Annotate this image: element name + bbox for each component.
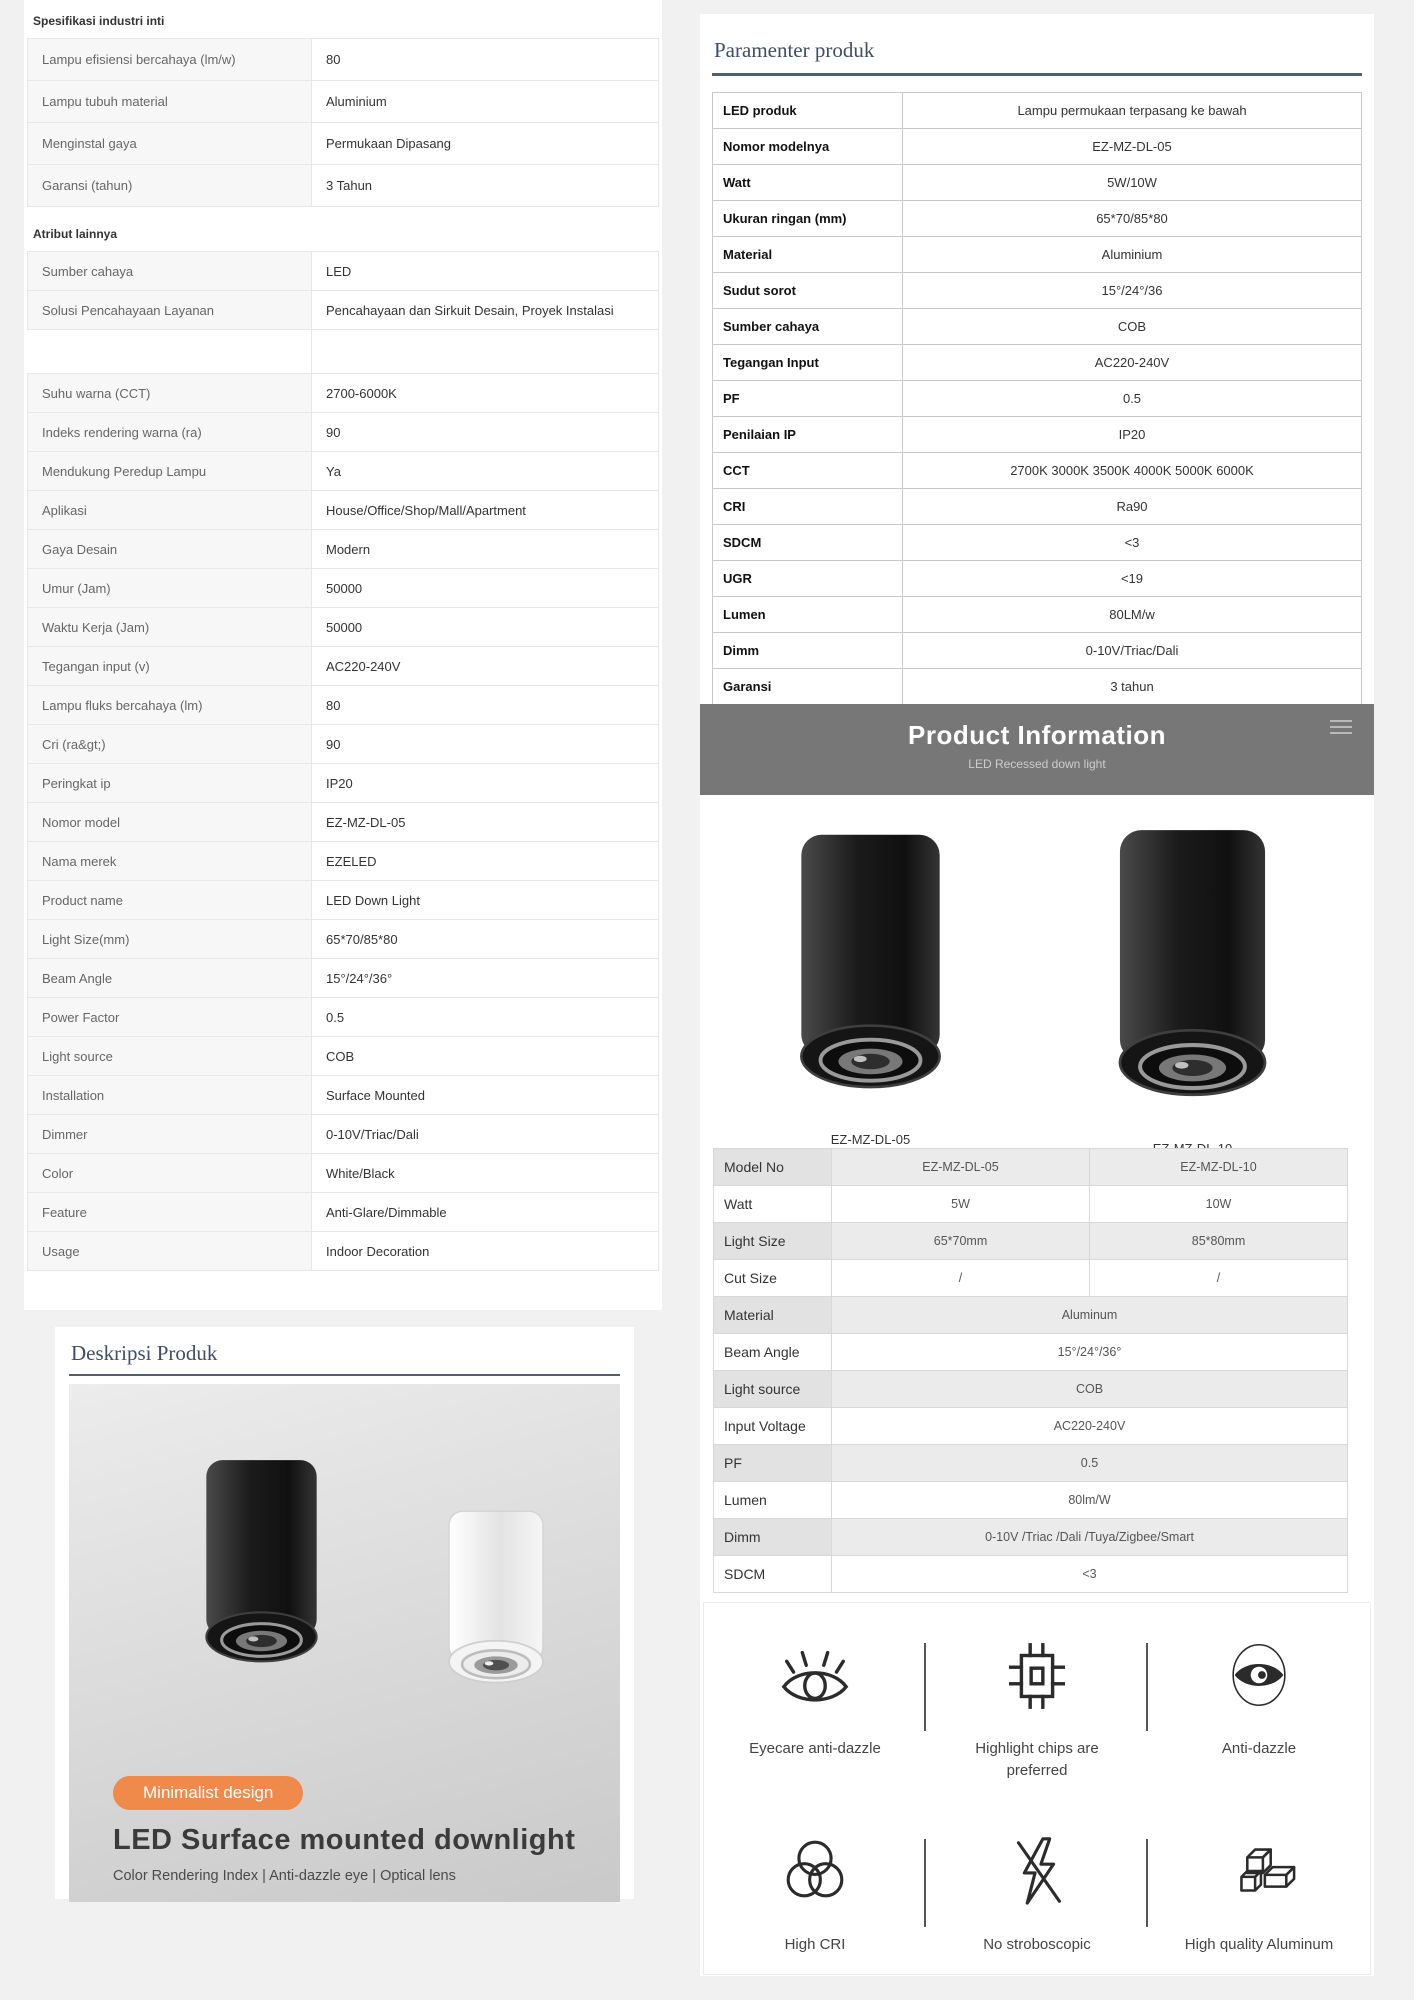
chip-icon	[998, 1631, 1076, 1719]
spec-value: LED	[312, 252, 659, 291]
spec-label: Peringkat ip	[28, 764, 312, 803]
spec-label: Nomor model	[28, 803, 312, 842]
downlight-image	[1085, 822, 1300, 1131]
spec-value: 2700-6000K	[312, 374, 659, 413]
spec-label: Garansi	[713, 669, 903, 705]
spec-label: Installation	[28, 1076, 312, 1115]
spec-value: Ya	[312, 452, 659, 491]
spec-value: 15°/24°/36°	[832, 1334, 1348, 1371]
promo-tagline: Color Rendering Index | Anti-dazzle eye | Optical lens	[113, 1868, 456, 1884]
spec-value: COB	[832, 1371, 1348, 1408]
table-row	[714, 1371, 1348, 1408]
spec-value: Surface Mounted	[312, 1076, 659, 1115]
spec-value: Aluminum	[832, 1297, 1348, 1334]
spec-label: Nomor modelnya	[713, 129, 903, 165]
spec-value: 2700K 3000K 3500K 4000K 5000K 6000K	[903, 453, 1362, 489]
table-row	[28, 252, 659, 291]
spec-value: AC220-240V	[312, 647, 659, 686]
spec-label: Garansi (tahun)	[28, 165, 312, 207]
spec-value: COB	[312, 1037, 659, 1076]
table-row	[28, 1232, 659, 1271]
spec-label: Menginstal gaya	[28, 123, 312, 165]
table-row	[28, 1154, 659, 1193]
spec-label: Input Voltage	[714, 1408, 832, 1445]
spec-label: Beam Angle	[714, 1334, 832, 1371]
spec-value: LED Down Light	[312, 881, 659, 920]
white-downlight-image	[417, 1506, 575, 1706]
table-row	[713, 417, 1362, 453]
spec-label: Gaya Desain	[28, 530, 312, 569]
table-row	[713, 489, 1362, 525]
minimalist-design-badge: Minimalist design	[113, 1776, 303, 1810]
table-row	[28, 1193, 659, 1232]
table-row	[28, 998, 659, 1037]
table-row	[28, 81, 659, 123]
table-row	[714, 1519, 1348, 1556]
table-row	[714, 1445, 1348, 1482]
table-row	[28, 1076, 659, 1115]
table-row	[714, 1334, 1348, 1371]
spec-value: 80	[312, 686, 659, 725]
feature-item	[926, 1827, 1148, 1999]
table-row	[28, 647, 659, 686]
feature-label: High CRI	[784, 1936, 846, 1953]
table-row	[714, 1408, 1348, 1445]
spec-label: Feature	[28, 1193, 312, 1232]
table-row	[713, 309, 1362, 345]
spec-value: /	[832, 1260, 1090, 1297]
spec-value: Aluminium	[903, 237, 1362, 273]
spec-value: COB	[903, 309, 1362, 345]
spec-label: Suhu warna (CCT)	[28, 374, 312, 413]
spec-value: 80	[312, 39, 659, 81]
spec-value: <19	[903, 561, 1362, 597]
spec-value: EZ-MZ-DL-05	[312, 803, 659, 842]
spec-value	[312, 330, 659, 374]
table-row	[714, 1149, 1348, 1186]
feature-highlights	[703, 1602, 1371, 1975]
spec-value: 0-10V/Triac/Dali	[312, 1115, 659, 1154]
parameters-title: Paramenter produk	[712, 36, 1362, 76]
menu-icon[interactable]	[1330, 720, 1352, 738]
spec-label: Nama merek	[28, 842, 312, 881]
feature-item	[704, 1827, 926, 1999]
table-row	[714, 1223, 1348, 1260]
table-row	[28, 39, 659, 81]
specs-panel	[24, 0, 662, 1310]
spec-label: Lumen	[714, 1482, 832, 1519]
table-row	[28, 452, 659, 491]
spec-label: Dimm	[713, 633, 903, 669]
table-row	[28, 165, 659, 207]
spec-label: Lampu efisiensi bercahaya (lm/w)	[28, 39, 312, 81]
table-row	[28, 291, 659, 330]
spec-value: 50000	[312, 569, 659, 608]
spec-value: Permukaan Dipasang	[312, 123, 659, 165]
spec-label: Aplikasi	[28, 491, 312, 530]
spec-value: 15°/24°/36°	[312, 959, 659, 998]
table-row	[713, 453, 1362, 489]
spec-value: IP20	[312, 764, 659, 803]
description-title: Deskripsi Produk	[69, 1339, 620, 1376]
model-photo-05	[768, 827, 973, 1147]
feature-item	[1148, 1631, 1370, 1827]
model-caption: EZ-MZ-DL-05	[830, 1131, 911, 1147]
table-row	[28, 686, 659, 725]
product-promo-image	[69, 1384, 620, 1902]
table-row	[714, 1186, 1348, 1223]
spec-value: 0.5	[832, 1445, 1348, 1482]
spec-label	[28, 330, 312, 374]
spec-label: Light source	[714, 1371, 832, 1408]
spec-value: 80LM/w	[903, 597, 1362, 633]
spec-value: AC220-240V	[903, 345, 1362, 381]
model-photo-10	[1085, 822, 1300, 1156]
spec-value: EZ-MZ-DL-10	[1090, 1149, 1348, 1186]
spec-label: Tegangan input (v)	[28, 647, 312, 686]
table-row	[28, 1037, 659, 1076]
downlight-image	[768, 827, 973, 1122]
spec-value: /	[1090, 1260, 1348, 1297]
table-row	[28, 608, 659, 647]
spec-value: <3	[903, 525, 1362, 561]
product-information-banner	[700, 704, 1374, 795]
spec-value: 0.5	[903, 381, 1362, 417]
rgb-circles-icon	[776, 1827, 854, 1915]
spec-label: Material	[713, 237, 903, 273]
feature-label: No stroboscopic	[983, 1936, 1091, 1953]
aluminum-cubes-icon	[1220, 1827, 1298, 1915]
spec-value: 15°/24°/36	[903, 273, 1362, 309]
table-row	[713, 129, 1362, 165]
table-row	[28, 842, 659, 881]
spec-value: 65*70mm	[832, 1223, 1090, 1260]
spec-label: Solusi Pencahayaan Layanan	[28, 291, 312, 330]
other-attributes-table	[27, 251, 659, 1271]
table-row	[28, 123, 659, 165]
spec-value: 85*80mm	[1090, 1223, 1348, 1260]
promo-heading: LED Surface mounted downlight	[113, 1824, 576, 1856]
spec-label: Dimmer	[28, 1115, 312, 1154]
table-row	[713, 237, 1362, 273]
table-row	[28, 413, 659, 452]
spec-value: <3	[832, 1556, 1348, 1593]
table-row	[713, 93, 1362, 129]
description-panel	[55, 1327, 634, 1899]
table-row	[28, 959, 659, 998]
table-row	[28, 881, 659, 920]
table-row	[713, 597, 1362, 633]
spec-label: Lumen	[713, 597, 903, 633]
table-row	[28, 1115, 659, 1154]
feature-item	[926, 1631, 1148, 1827]
feature-item	[704, 1631, 926, 1827]
banner-title: Product Information	[908, 720, 1166, 750]
table-row	[713, 525, 1362, 561]
feature-label: Eyecare anti-dazzle	[749, 1740, 881, 1757]
spec-value: Ra90	[903, 489, 1362, 525]
table-row	[713, 633, 1362, 669]
spec-label: Sudut sorot	[713, 273, 903, 309]
spec-value: 0-10V/Triac/Dali	[903, 633, 1362, 669]
table-row	[28, 803, 659, 842]
spec-label: Sumber cahaya	[28, 252, 312, 291]
spec-value: 0.5	[312, 998, 659, 1037]
spec-label: Color	[28, 1154, 312, 1193]
parameters-panel	[700, 14, 1374, 1976]
spec-value: Indoor Decoration	[312, 1232, 659, 1271]
spec-label: Lampu tubuh material	[28, 81, 312, 123]
table-row	[714, 1260, 1348, 1297]
table-row	[714, 1556, 1348, 1593]
spec-value: Aluminium	[312, 81, 659, 123]
spec-label: CCT	[713, 453, 903, 489]
other-attributes-title: Atribut lainnya	[33, 227, 118, 241]
spec-value: 90	[312, 413, 659, 452]
spec-value: IP20	[903, 417, 1362, 453]
table-row	[714, 1297, 1348, 1334]
table-row	[28, 764, 659, 803]
table-row	[28, 491, 659, 530]
spec-value: Modern	[312, 530, 659, 569]
spec-value: White/Black	[312, 1154, 659, 1193]
banner-subtitle: LED Recessed down light	[968, 757, 1106, 771]
table-row	[713, 669, 1362, 705]
spec-value: 5W/10W	[903, 165, 1362, 201]
spec-value: Lampu permukaan terpasang ke bawah	[903, 93, 1362, 129]
eye-lashes-icon	[776, 1631, 854, 1719]
spec-label: Light source	[28, 1037, 312, 1076]
spec-label: Material	[714, 1297, 832, 1334]
spec-value: 3 Tahun	[312, 165, 659, 207]
core-specs-title: Spesifikasi industri inti	[33, 14, 165, 28]
spec-label: Waktu Kerja (Jam)	[28, 608, 312, 647]
spec-value: 0-10V /Triac /Dali /Tuya/Zigbee/Smart	[832, 1519, 1348, 1556]
no-strobe-icon	[998, 1827, 1076, 1915]
spec-value: Anti-Glare/Dimmable	[312, 1193, 659, 1232]
spec-label: Cut Size	[714, 1260, 832, 1297]
spec-value: Pencahayaan dan Sirkuit Desain, Proyek Instalasi	[312, 291, 659, 330]
spec-label: Tegangan Input	[713, 345, 903, 381]
spec-label: LED produk	[713, 93, 903, 129]
feature-label: Anti-dazzle	[1221, 1740, 1297, 1757]
table-row	[713, 561, 1362, 597]
spec-value: 5W	[832, 1186, 1090, 1223]
spec-label: Power Factor	[28, 998, 312, 1037]
spec-label: PF	[713, 381, 903, 417]
table-row	[28, 530, 659, 569]
spec-label: Indeks rendering warna (ra)	[28, 413, 312, 452]
table-row	[28, 330, 659, 374]
feature-label: High quality Aluminum	[1184, 1936, 1334, 1953]
feature-label: Highlight chips are preferred	[975, 1740, 1099, 1779]
spec-value: 65*70/85*80	[903, 201, 1362, 237]
feature-item	[1148, 1827, 1370, 1999]
table-row	[714, 1482, 1348, 1519]
spec-value: 90	[312, 725, 659, 764]
spec-value: EZ-MZ-DL-05	[832, 1149, 1090, 1186]
spec-label: CRI	[713, 489, 903, 525]
spec-value: 10W	[1090, 1186, 1348, 1223]
model-gallery	[700, 795, 1374, 1147]
model-comparison-table	[713, 1148, 1348, 1593]
table-row	[713, 201, 1362, 237]
spec-label: Sumber cahaya	[713, 309, 903, 345]
spec-label: Usage	[28, 1232, 312, 1271]
parameters-table	[712, 92, 1362, 705]
spec-label: SDCM	[714, 1556, 832, 1593]
spec-value: 3 tahun	[903, 669, 1362, 705]
core-specs-table	[27, 38, 659, 207]
spec-label: Model No	[714, 1149, 832, 1186]
spec-label: Watt	[713, 165, 903, 201]
spec-label: Lampu fluks bercahaya (lm)	[28, 686, 312, 725]
eye-circle-icon	[1220, 1631, 1298, 1719]
table-row	[713, 381, 1362, 417]
spec-label: Mendukung Peredup Lampu	[28, 452, 312, 491]
spec-value: 50000	[312, 608, 659, 647]
spec-label: Watt	[714, 1186, 832, 1223]
spec-label: Light Size	[714, 1223, 832, 1260]
spec-label: UGR	[713, 561, 903, 597]
spec-label: SDCM	[713, 525, 903, 561]
spec-value: EZ-MZ-DL-05	[903, 129, 1362, 165]
spec-value: 65*70/85*80	[312, 920, 659, 959]
table-row	[28, 569, 659, 608]
spec-label: Penilaian IP	[713, 417, 903, 453]
table-row	[28, 725, 659, 764]
spec-label: Dimm	[714, 1519, 832, 1556]
spec-value: EZELED	[312, 842, 659, 881]
spec-value: House/Office/Shop/Mall/Apartment	[312, 491, 659, 530]
table-row	[713, 345, 1362, 381]
spec-label: Cri (ra&gt;)	[28, 725, 312, 764]
spec-label: Umur (Jam)	[28, 569, 312, 608]
table-row	[713, 273, 1362, 309]
spec-label: Light Size(mm)	[28, 920, 312, 959]
black-downlight-image	[169, 1454, 354, 1689]
spec-value: 80lm/W	[832, 1482, 1348, 1519]
table-row	[28, 374, 659, 413]
spec-label: Beam Angle	[28, 959, 312, 998]
spec-label: PF	[714, 1445, 832, 1482]
table-row	[28, 920, 659, 959]
table-row	[713, 165, 1362, 201]
spec-value: AC220-240V	[832, 1408, 1348, 1445]
spec-label: Ukuran ringan (mm)	[713, 201, 903, 237]
spec-label: Product name	[28, 881, 312, 920]
